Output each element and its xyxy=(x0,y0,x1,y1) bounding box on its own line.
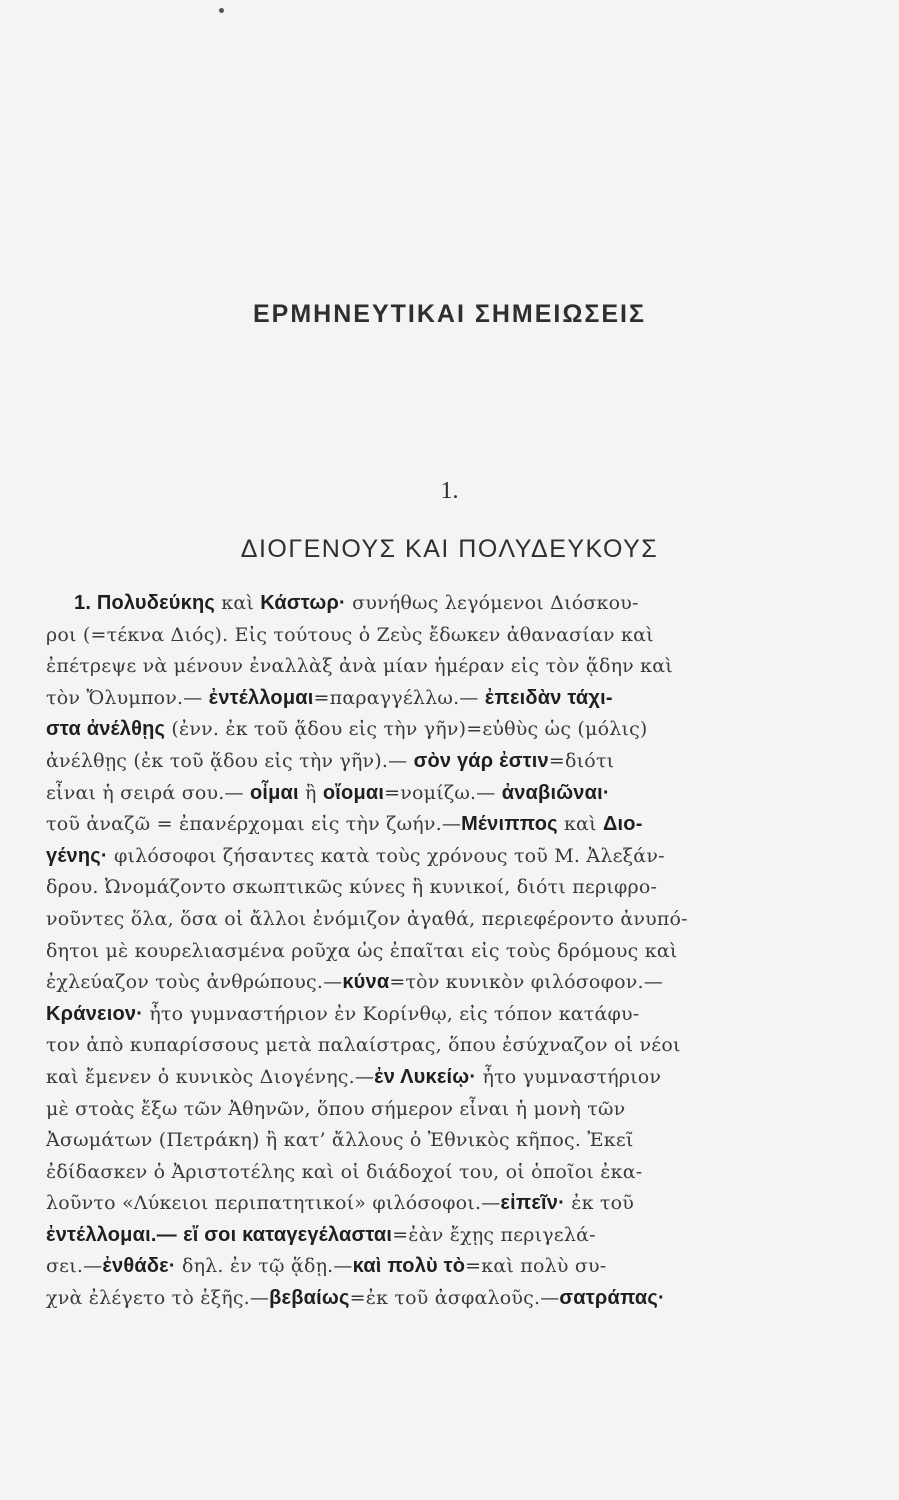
gloss-text: ροι (=τέκνα Διός). Εἰς τούτους ὁ Ζεὺς ἔδωκεν ἀθανασίαν καὶ xyxy=(46,623,654,646)
gloss-text: τον ἀπὸ κυπαρίσσους μετὰ παλαίστρας, ὅπου ἐσύχναζον οἱ νέοι xyxy=(46,1034,681,1057)
text-line xyxy=(46,872,760,904)
lemma-term: ἐνθάδε· xyxy=(102,1255,176,1278)
gloss-text: καὶ xyxy=(215,592,261,614)
lemma-term: εἴ σοι καταγεγέλασται xyxy=(183,1223,393,1246)
gloss-text: καὶ xyxy=(557,813,603,836)
gloss-text: =ἐὰν ἔχῃς περιγελά- xyxy=(392,1223,596,1246)
gloss-text: ἦτο γυμναστήριον ἐν Κορίνθῳ, εἰς τόπον κατάφυ- xyxy=(143,1002,640,1025)
gloss-text: ἦτο γυμναστήριον xyxy=(476,1065,662,1088)
text-line xyxy=(46,1251,760,1283)
gloss-text: =παραγγέλλω.— xyxy=(313,686,485,709)
text-line xyxy=(46,683,760,715)
gloss-text: τὸν Ὄλυμπον.— xyxy=(46,686,209,709)
lemma-term: στα ἀνέλθῃς xyxy=(46,718,166,741)
text-line xyxy=(46,746,760,778)
gloss-text: ἀνέλθῃς (ἐκ τοῦ ᾅδου εἰς τὴν γῆν).— xyxy=(46,749,414,772)
lemma-term: γένης· xyxy=(46,844,108,867)
text-line xyxy=(46,999,760,1031)
gloss-text: φιλόσοφοι ζήσαντες κατὰ τοὺς χρόνους τοῦ Μ. Ἀλεξάν- xyxy=(107,844,665,867)
gloss-text: εἶναι ἡ σειρά σου.— xyxy=(46,781,250,804)
lemma-term: καὶ πολὺ τὸ xyxy=(352,1255,466,1278)
text-line xyxy=(46,651,760,683)
gloss-text: συνήθως λεγόμενοι Διόσκου- xyxy=(345,592,639,614)
gloss-text: νοῦντες ὅλα, ὅσα οἱ ἄλλοι ἐνόμιζον ἀγαθά, περιεφέροντο ἀνυπό- xyxy=(46,907,688,930)
gloss-text: καὶ ἔμενεν ὁ κυνικὸς Διογένης.— xyxy=(46,1065,375,1088)
text-line xyxy=(46,1157,760,1189)
lemma-term: εἰπεῖν· xyxy=(500,1192,565,1215)
gloss-text: =νομίζω.— xyxy=(384,781,502,804)
text-line xyxy=(46,936,760,968)
gloss-text: ἢ xyxy=(298,781,323,804)
text-line xyxy=(46,714,760,746)
gloss-text: δητοι μὲ κουρελιασμένα ροῦχα ὡς ἐπαῖται εἰς τοὺς δρόμους καὶ xyxy=(46,939,678,962)
text-line xyxy=(46,967,760,999)
lemma-term: ἀναβιῶναι· xyxy=(501,781,610,804)
lemma-term: οἶμαι xyxy=(249,781,299,804)
lemma-term: Μένιππος xyxy=(461,813,558,836)
gloss-text: ἐδίδασκεν ὁ Ἀριστοτέλης καὶ οἱ διάδοχοί του, οἱ ὁποῖοι ἐκα- xyxy=(46,1160,643,1183)
lemma-term: οἴομαι xyxy=(322,781,385,804)
gloss-text: σει.— xyxy=(46,1255,103,1278)
text-line xyxy=(46,588,760,620)
text-line xyxy=(46,841,760,873)
lemma-term: κύνα xyxy=(342,971,390,994)
gloss-text: τοῦ ἀναζῶ = ἐπανέρχομαι εἰς τὴν ζωήν.— xyxy=(46,813,462,836)
lemma-term: βεβαίως xyxy=(269,1287,350,1310)
text-line xyxy=(46,1062,760,1094)
lemma-term: ἐν Λυκείῳ· xyxy=(374,1065,477,1088)
lemma-term: Διο- xyxy=(602,813,643,836)
lemma-term: ἐντέλλομαι.— xyxy=(46,1223,177,1246)
lemma-term: σὸν γάρ ἐστιν xyxy=(413,749,549,772)
text-line xyxy=(46,1125,760,1157)
lemma-term: 1. Πολυδεύκης xyxy=(74,592,215,614)
gloss-text: =ἐκ τοῦ ἀσφαλοῦς.— xyxy=(349,1287,560,1310)
gloss-text: ἐκ τοῦ xyxy=(564,1192,635,1215)
lemma-term: σατράπας· xyxy=(559,1287,665,1310)
section-title: ΔΙΟΓΕΝΟΥΣ ΚΑΙ ΠΟΛΥΔΕΥΚΟΥΣ xyxy=(240,535,659,563)
lemma-term: ἐντέλλομαι xyxy=(208,686,314,709)
gloss-text: =τὸν κυνικὸν φιλόσοφον.— xyxy=(389,971,663,994)
page-dot-mark xyxy=(219,8,224,13)
text-line xyxy=(46,1220,760,1252)
section-number: 1. xyxy=(440,478,459,504)
gloss-text: ἐχλεύαζον τοὺς ἀνθρώπους.— xyxy=(46,971,343,994)
gloss-text: μὲ στοὰς ἔξω τῶν Ἀθηνῶν, ὅπου σήμερον εἶναι ἡ μονὴ τῶν xyxy=(46,1097,626,1120)
text-line xyxy=(46,778,760,810)
text-line xyxy=(46,1030,760,1062)
gloss-text: ἐπέτρεψε νὰ μένουν ἐναλλὰξ ἀνὰ μίαν ἡμέραν εἰς τὸν ᾅδην καὶ xyxy=(46,655,673,678)
commentary-body xyxy=(46,588,760,1315)
gloss-text: =διότι xyxy=(548,749,615,772)
text-line xyxy=(46,1188,760,1220)
lemma-term: Κράνειον· xyxy=(46,1002,144,1025)
lemma-term: ἐπειδὰν τάχι- xyxy=(484,686,613,709)
gloss-text: (ἐνν. ἐκ τοῦ ᾅδου εἰς τὴν γῆν)=εὐθὺς ὡς (μόλις) xyxy=(165,718,648,741)
gloss-text: δρου. Ὠνομάζοντο σκωπτικῶς κύνες ἢ κυνικοί, διότι περιφρο- xyxy=(46,876,658,899)
text-line xyxy=(46,809,760,841)
text-line xyxy=(46,620,760,652)
gloss-text: λοῦντο «Λύκειοι περιπατητικοί» φιλόσοφοι.— xyxy=(46,1192,501,1215)
text-line xyxy=(46,1283,760,1315)
text-line xyxy=(46,1094,760,1126)
gloss-text: Ἀσωμάτων (Πετράκη) ἢ κατ’ ἄλλους ὁ Ἐθνικὸς κῆπος. Ἐκεῖ xyxy=(46,1129,634,1152)
gloss-text: δηλ. ἐν τῷ ᾅδῃ.— xyxy=(175,1255,353,1278)
gloss-text: χνὰ ἐλέγετο τὸ ἑξῆς.— xyxy=(46,1287,270,1310)
gloss-text: =καὶ πολὺ συ- xyxy=(465,1255,607,1278)
lemma-term: Κάστωρ· xyxy=(260,592,346,614)
page-title: ΕΡΜΗΝΕΥΤΙΚΑΙ ΣΗΜΕΙΩΣΕΙΣ xyxy=(252,300,647,328)
text-line xyxy=(46,904,760,936)
